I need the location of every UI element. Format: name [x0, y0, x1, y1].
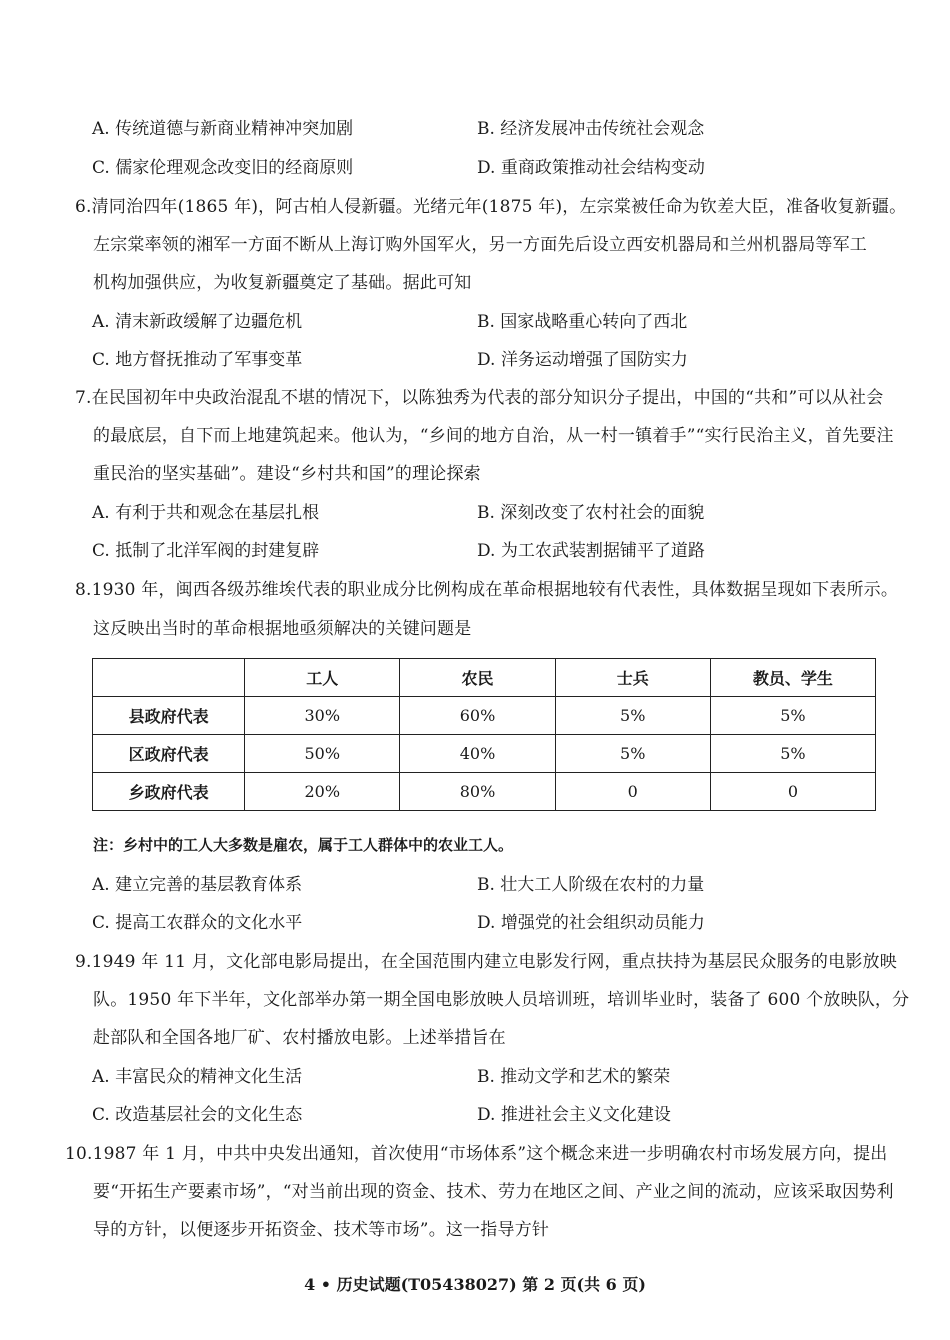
table-cell: 5% [710, 735, 875, 773]
table-header-row [93, 659, 876, 697]
table-cell: 80% [400, 773, 555, 811]
table-row [93, 697, 876, 735]
table-cell: 20% [245, 773, 400, 811]
q7-option-a[interactable]: A. 有利于共和观念在基层扎根 [92, 503, 320, 523]
q8-data-table [92, 658, 876, 811]
table-row [93, 773, 876, 811]
q8-option-b[interactable]: B. 壮大工人阶级在农村的力量 [477, 875, 705, 895]
table-header-cell: 工人 [245, 659, 400, 697]
q10-stem-line-3: 导的方针，以便逐步开拓资金、技术等市场”。这一指导方针 [93, 1220, 550, 1240]
q8-option-a[interactable]: A. 建立完善的基层教育体系 [92, 875, 303, 895]
q5-option-c[interactable]: C. 儒家伦理观念改变旧的经商原则 [92, 158, 354, 178]
q10-stem-line-1: 10.1987 年 1 月，中共中央发出通知，首次使用“市场体系”这个概念来进一步明确农村市场发展方向，提出 [65, 1144, 888, 1164]
q7-option-c[interactable]: C. 抵制了北洋军阀的封建复辟 [92, 541, 320, 561]
table-cell: 60% [400, 697, 555, 735]
table-cell: 0 [555, 773, 710, 811]
q8-option-c[interactable]: C. 提高工农群众的文化水平 [92, 913, 303, 933]
table-cell: 5% [710, 697, 875, 735]
q9-option-c[interactable]: C. 改造基层社会的文化生态 [92, 1105, 303, 1125]
table-header-cell [93, 659, 245, 697]
table-header-cell: 农民 [400, 659, 555, 697]
q9-option-b[interactable]: B. 推动文学和艺术的繁荣 [477, 1067, 671, 1087]
q9-stem-line-1: 9.1949 年 11 月，文化部电影局提出，在全国范围内建立电影发行网，重点扶持为基层民众服务的电影放映 [75, 952, 897, 972]
q7-stem-line-2: 的最底层，自下而上地建筑起来。他认为，“乡间的地方自治，从一村一镇着手”“实行民治主义，首先要注 [93, 426, 894, 446]
table-header-cell: 士兵 [555, 659, 710, 697]
q6-option-c[interactable]: C. 地方督抚推动了军事变革 [92, 350, 303, 370]
table-header-cell: 教员、学生 [710, 659, 875, 697]
q6-option-d[interactable]: D. 洋务运动增强了国防实力 [477, 350, 688, 370]
q5-option-d[interactable]: D. 重商政策推动社会结构变动 [477, 158, 705, 178]
q7-stem-line-1: 7.在民国初年中央政治混乱不堪的情况下，以陈独秀为代表的部分知识分子提出，中国的“共和”可以从社会 [75, 388, 884, 408]
q5-option-b[interactable]: B. 经济发展冲击传统社会观念 [477, 119, 705, 139]
q8-stem-line-1: 8.1930 年，闽西各级苏维埃代表的职业成分比例构成在革命根据地较有代表性，具体数据呈现如下表所示。 [75, 580, 899, 600]
q6-option-a[interactable]: A. 清末新政缓解了边疆危机 [92, 312, 303, 332]
table-cell: 5% [555, 735, 710, 773]
table-row-label: 区政府代表 [93, 735, 245, 773]
q5-option-a[interactable]: A. 传统道德与新商业精神冲突加剧 [92, 119, 354, 139]
q8-stem-line-2: 这反映出当时的革命根据地亟须解决的关键问题是 [93, 619, 472, 639]
q8-table-note: 注：乡村中的工人大多数是雇农，属于工人群体中的农业工人。 [93, 836, 514, 854]
page-footer: 4 • 历史试题(T05438027) 第 2 页(共 6 页) [304, 1275, 646, 1294]
table-cell: 5% [555, 697, 710, 735]
q6-stem-line-2: 左宗棠率领的湘军一方面不断从上海订购外国军火，另一方面先后设立西安机器局和兰州机器局等军工 [93, 235, 867, 255]
q7-option-d[interactable]: D. 为工农武装割据铺平了道路 [477, 541, 705, 561]
q10-stem-line-2: 要“开拓生产要素市场”，“对当前出现的资金、技术、劳力在地区之间、产业之间的流动，应该采取因势利 [93, 1182, 894, 1202]
table-cell: 50% [245, 735, 400, 773]
q6-option-b[interactable]: B. 国家战略重心转向了西北 [477, 312, 688, 332]
q9-option-a[interactable]: A. 丰富民众的精神文化生活 [92, 1067, 303, 1087]
table-cell: 0 [710, 773, 875, 811]
table-row [93, 735, 876, 773]
q8-option-d[interactable]: D. 增强党的社会组织动员能力 [477, 913, 705, 933]
table-cell: 30% [245, 697, 400, 735]
q9-stem-line-3: 赴部队和全国各地厂矿、农村播放电影。上述举措旨在 [93, 1028, 506, 1048]
q9-option-d[interactable]: D. 推进社会主义文化建设 [477, 1105, 671, 1125]
q7-stem-line-3: 重民治的坚实基础”。建设“乡村共和国”的理论探索 [93, 464, 481, 484]
table-row-label: 县政府代表 [93, 697, 245, 735]
table-row-label: 乡政府代表 [93, 773, 245, 811]
q6-stem-line-3: 机构加强供应，为收复新疆奠定了基础。据此可知 [93, 273, 472, 293]
q7-option-b[interactable]: B. 深刻改变了农村社会的面貌 [477, 503, 705, 523]
table-cell: 40% [400, 735, 555, 773]
q6-stem-line-1: 6.清同治四年(1865 年)，阿古柏人侵新疆。光绪元年(1875 年)，左宗棠被任命为钦差大臣，准备收复新疆。 [75, 197, 907, 217]
q9-stem-line-2: 队。1950 年下半年，文化部举办第一期全国电影放映人员培训班，培训毕业时，装备了 600 个放映队，分 [93, 990, 910, 1010]
